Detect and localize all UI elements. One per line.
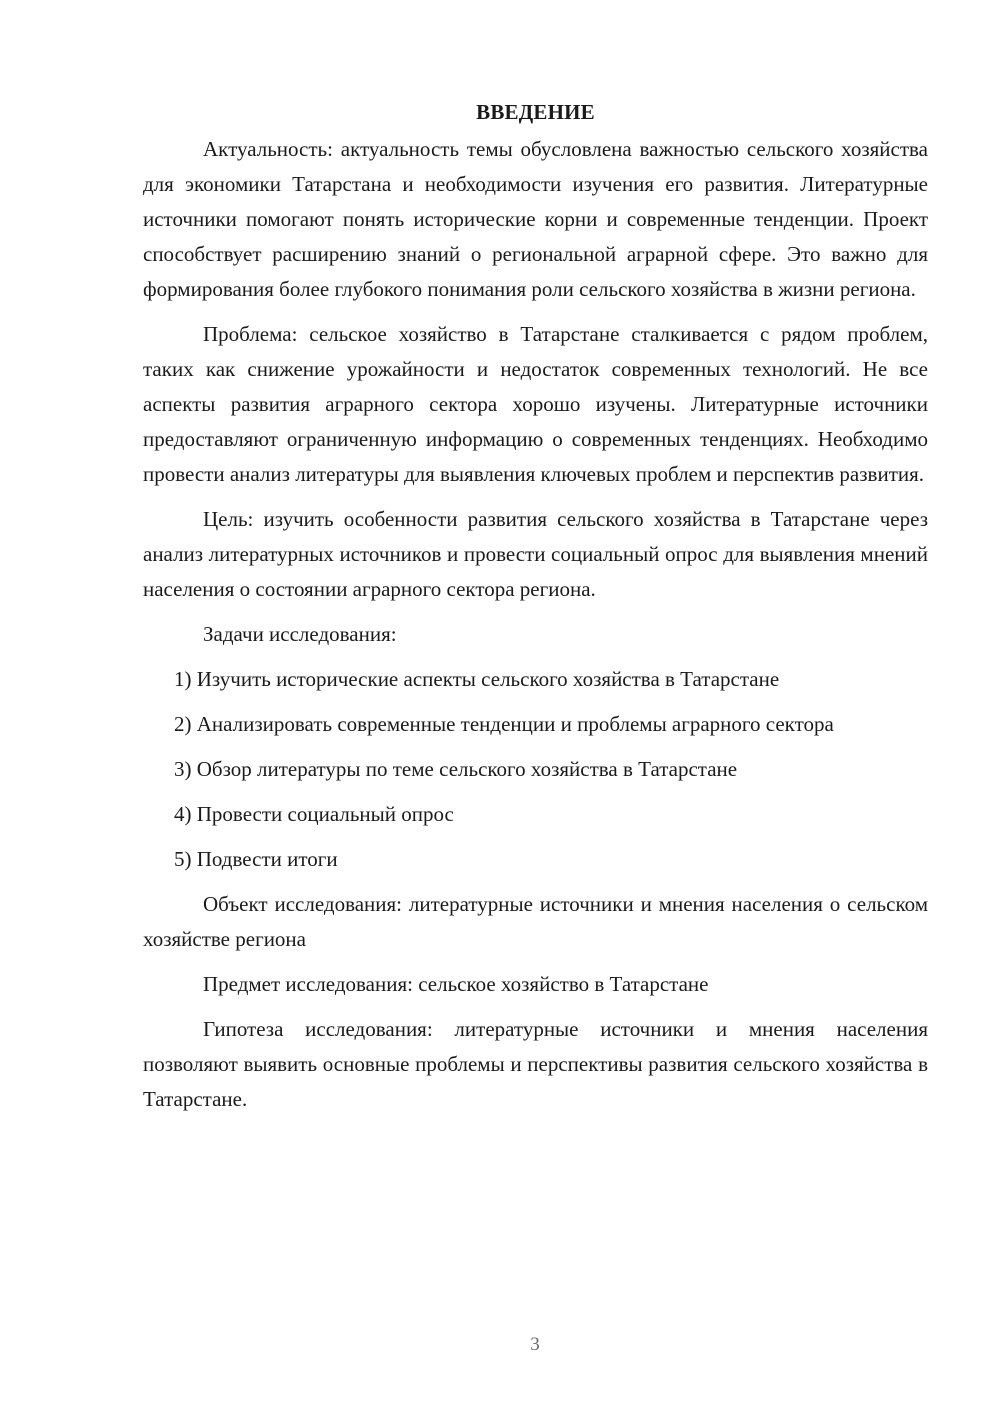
paragraph-hypothesis: Гипотеза исследования: литературные источники и мнения населения позволяют выявить основные проблемы и перспективы развития сельского хозяйства в Татарстане.	[143, 1017, 928, 1111]
paragraph-problem: Проблема: сельское хозяйство в Татарстане сталкивается с рядом проблем, таких как снижение урожайности и недостаток современных технологий. Не все аспекты развития аграрного сектора хорошо изучены. Литературные источники предоставляют ограниченную информацию о современных тенденциях. Необходимо провести анализ литературы для выявления ключевых проблем и перспектив развития.	[143, 322, 928, 486]
paragraph-goal: Цель: изучить особенности развития сельского хозяйства в Татарстане через анализ литературных источников и провести социальный опрос для выявления мнений населения о состоянии аграрного сектора региона.	[143, 507, 928, 601]
task-item-4: 4) Провести социальный опрос	[174, 802, 454, 826]
page-content	[143, 92, 928, 1127]
page-number: 3	[530, 1334, 540, 1355]
task-item-2: 2) Анализировать современные тенденции и проблемы аграрного сектора	[174, 712, 834, 736]
task-item-5: 5) Подвести итоги	[174, 847, 338, 871]
section-heading: ВВЕДЕНИЕ	[476, 100, 595, 124]
paragraph-object: Объект исследования: литературные источники и мнения населения о сельском хозяйстве региона	[143, 892, 928, 951]
task-item-3: 3) Обзор литературы по теме сельского хозяйства в Татарстане	[174, 757, 738, 781]
tasks-heading: Задачи исследования:	[203, 622, 397, 646]
paragraph-subject: Предмет исследования: сельское хозяйство в Татарстане	[203, 972, 709, 996]
paragraph-relevance: Актуальность: актуальность темы обусловлена важностью сельского хозяйства для экономики Татарстана и необходимости изучения его развития. Литературные источники помогают понять исторические корни и современные тенденции. Проект способствует расширению знаний о региональной аграрной сфере. Это важно для формирования более глубокого понимания роли сельского хозяйства в жизни региона.	[143, 137, 928, 301]
task-item-1: 1) Изучить исторические аспекты сельского хозяйства в Татарстане	[174, 667, 780, 691]
